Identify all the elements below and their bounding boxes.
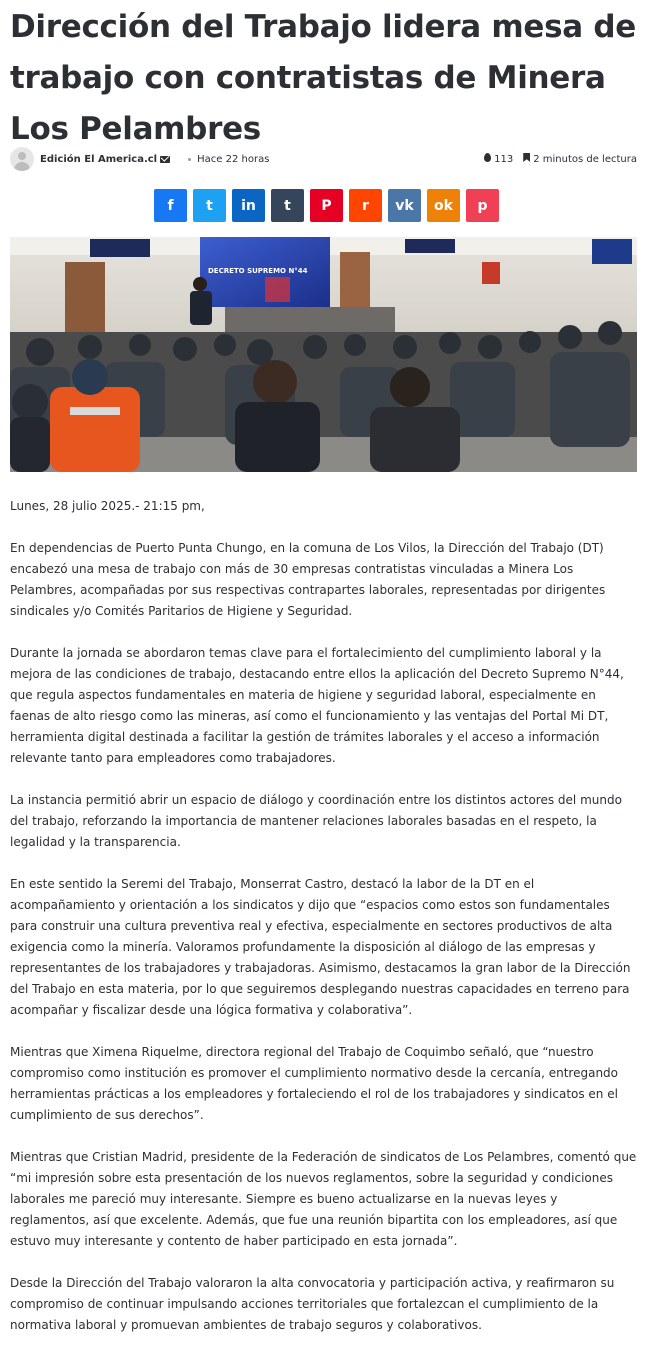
share-facebook-button[interactable] [154, 189, 187, 222]
paragraph-6: Mientras que Cristian Madrid, presidente de la Federación de sindicatos de Los Pelambres, comentó que “mi impresión sobre esta presentación de los nuevos reglamentos, sobre la seguridad y condiciones laborales me pareció muy interesante. Siempre es bueno actualizarse en la nuevas leyes y reglamentos, así que excelente. Además, que fue una reunión bipartita con los empleadores, así que estuvo muy interesante y contento de haber participado en esta jornada”. [10, 1150, 637, 1248]
meta-separator [188, 158, 191, 161]
share-bar [154, 189, 499, 222]
dateline: Lunes, 28 julio 2025.- 21:15 pm, [10, 499, 205, 513]
reddit-icon: r [362, 197, 369, 214]
paragraph-7: Desde la Dirección del Trabajo valoraron la alta convocatoria y participación activa, y reafirmaron su compromiso de continuar impulsando acciones territoriales que fortalezcan el cumplimiento de la normativa laboral y promuevan ambientes de trabajo seguros y colaborativos. [10, 1276, 615, 1332]
read-time: 2 minutos de lectura [533, 154, 637, 165]
fire-icon [484, 153, 491, 162]
article-container [10, 0, 637, 1332]
avatar-head [18, 152, 26, 160]
read-time-stat [523, 153, 637, 165]
tumblr-icon: t [284, 197, 291, 214]
article-meta [10, 146, 637, 172]
article-title: Dirección del Trabajo lidera mesa de trabajo con contratistas de Minera Los Pelambres [10, 9, 636, 147]
article-body [10, 496, 637, 1357]
conference-photo [10, 237, 637, 472]
share-tumblr-button[interactable] [271, 189, 304, 222]
vk-icon: vk [395, 197, 414, 214]
pocket-icon: p [477, 197, 488, 214]
twitter-icon: t [206, 197, 213, 214]
meta-stats [484, 153, 637, 165]
views-count: 113 [494, 154, 514, 165]
facebook-icon: f [167, 197, 174, 214]
share-linkedin-button[interactable] [232, 189, 265, 222]
share-vk-button[interactable] [388, 189, 421, 222]
paragraph-1: En dependencias de Puerto Punta Chungo, en la comuna de Los Vilos, la Dirección del Trabajo (DT) encabezó una mesa de trabajo con más de 30 empresas contratistas vinculadas a Minera Los Pelambres, acompañadas por sus respectivas contrapartes laborales, representadas por dirigentes sindicales y/o Comités Paritarios de Higiene y Seguridad. [10, 541, 606, 618]
author-avatar[interactable] [10, 147, 34, 171]
mail-icon[interactable] [160, 156, 170, 163]
paragraph-5: Mientras que Ximena Riquelme, directora regional del Trabajo de Coquimbo señaló, que “nuestro compromiso como institución es promover el cumplimiento normativo desde la cercanía, entregando herramientas prácticas a los empleadores y fortaleciendo el rol de los trabajadores y sindicatos en el cumplimiento de sus derechos”. [10, 1045, 619, 1122]
pinterest-icon: P [321, 197, 332, 214]
avatar-body [14, 162, 30, 171]
article-image [10, 237, 637, 472]
post-time: Hace 22 horas [197, 153, 270, 165]
share-pinterest-button[interactable] [310, 189, 343, 222]
share-odnoklassniki-button[interactable] [427, 189, 460, 222]
paragraph-4: En este sentido la Seremi del Trabajo, Monserrat Castro, destacó la labor de la DT en el acompañamiento y orientación a los sindicatos y dijo que “espacios como estos son fundamentales para construir una cultura preventiva real y efectiva, especialmente en sectores productivos de alta exigencia como la minería. Valoramos profundamente la disposición al diálogo de las empresas y representantes de los trabajadores y trabajadoras. Asimismo, destacamos la gran labor de la Dirección del Trabajo en esta materia, por lo que seguiremos desplegando nuestras capacidades en terreno para acompañar y fiscalizar desde una lógica formativa y colaborativa”. [10, 877, 631, 1017]
linkedin-icon: in [241, 197, 256, 214]
odnoklassniki-icon: ok [434, 197, 453, 214]
share-twitter-button[interactable] [193, 189, 226, 222]
share-pocket-button[interactable] [466, 189, 499, 222]
bookmark-icon [523, 153, 530, 162]
author-link[interactable]: Edición El America.cl [40, 153, 158, 165]
screen-text: DECRETO SUPREMO N°44 [208, 267, 308, 275]
views-stat [484, 153, 513, 165]
paragraph-3: La instancia permitió abrir un espacio de diálogo y coordinación entre los distintos actores del mundo del trabajo, reforzando la importancia de mantener relaciones laborales basadas en el respeto, la legalidad y la transparencia. [10, 793, 622, 849]
paragraph-2: Durante la jornada se abordaron temas clave para el fortalecimiento del cumplimiento laboral y la mejora de las condiciones de trabajo, destacando entre ellos la aplicación del Decreto Supremo N°44, que regula aspectos fundamentales en materia de higiene y seguridad laboral, especialmente en faenas de alto riesgo como las mineras, así como el funcionamiento y las ventajas del Portal Mi DT, herramienta digital destinada a facilitar la gestión de trámites laborales y el acceso a información relevante tanto para empleadores como trabajadores. [10, 646, 624, 765]
share-reddit-button[interactable] [349, 189, 382, 222]
